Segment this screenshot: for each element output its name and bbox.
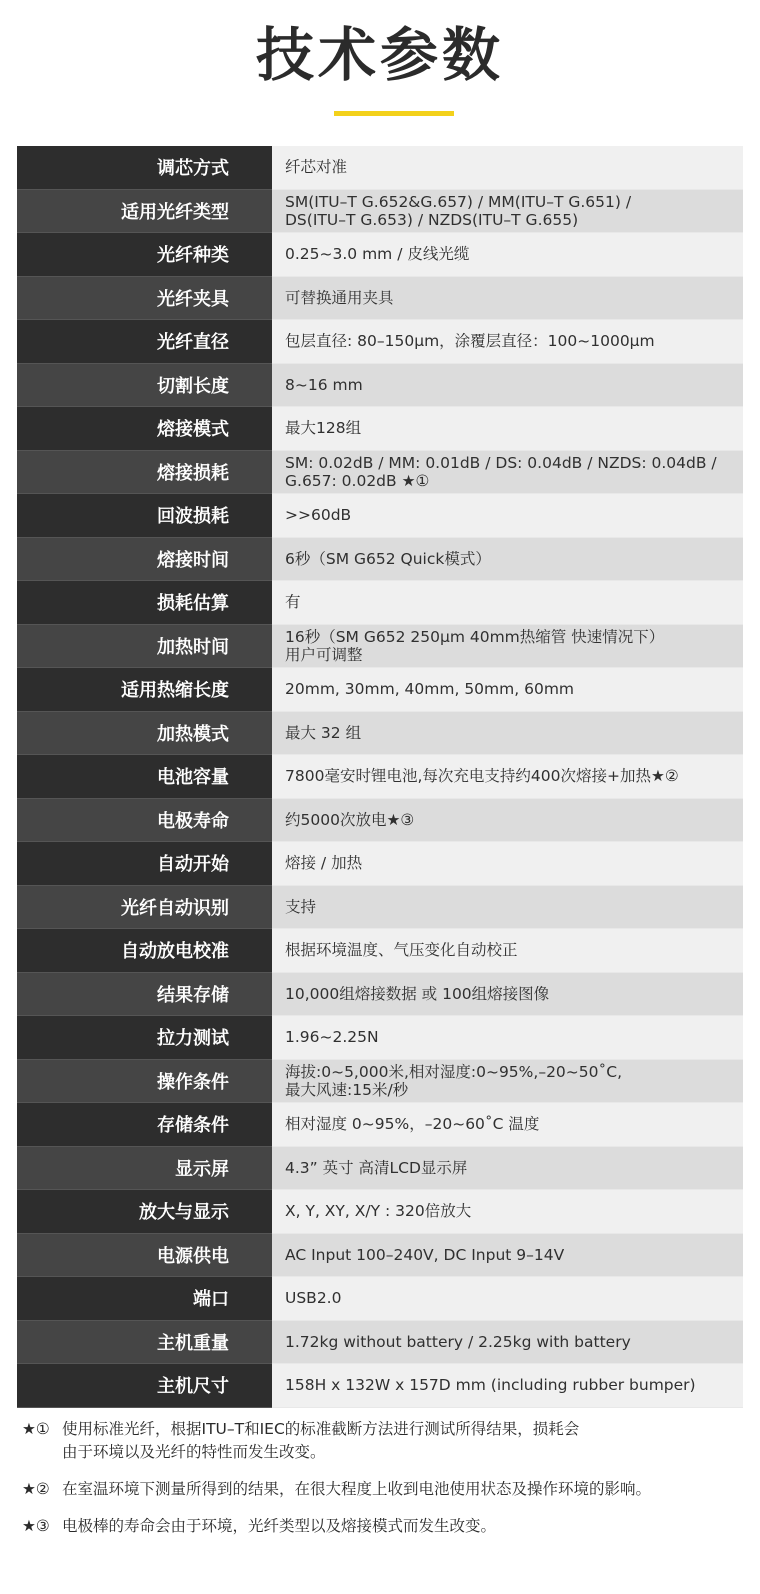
spec-row (17, 842, 743, 886)
footnote-text: 电极棒的寿命会由于环境，光纤类型以及熔接模式而发生改变。 (62, 1517, 497, 1535)
spec-row (17, 190, 743, 234)
spec-label: 回波损耗 (17, 494, 272, 538)
spec-value: 1.96~2.25N (272, 1016, 743, 1060)
spec-label: 光纤夹具 (17, 277, 272, 321)
spec-value: 相对湿度 0~95%，–20~60˚C 温度 (272, 1103, 743, 1147)
footnote-mark: ★② (22, 1480, 50, 1498)
spec-row (17, 407, 743, 451)
title-underline (334, 111, 454, 116)
spec-label: 光纤种类 (17, 233, 272, 277)
spec-value: 纤芯对准 (272, 146, 743, 190)
spec-row (17, 1234, 743, 1278)
spec-row (17, 1147, 743, 1191)
spec-label: 熔接时间 (17, 538, 272, 582)
spec-label: 电源供电 (17, 1234, 272, 1278)
footnote-mark: ★① (22, 1420, 50, 1438)
spec-label: 端口 (17, 1277, 272, 1321)
spec-label: 放大与显示 (17, 1190, 272, 1234)
spec-value: USB2.0 (272, 1277, 743, 1321)
spec-label: 适用热缩长度 (17, 668, 272, 712)
spec-label: 适用光纤类型 (17, 190, 272, 234)
spec-row (17, 1103, 743, 1147)
spec-label: 自动开始 (17, 842, 272, 886)
spec-row (17, 364, 743, 408)
spec-value: 最大128组 (272, 407, 743, 451)
spec-label: 自动放电校准 (17, 929, 272, 973)
spec-row (17, 320, 743, 364)
spec-value: AC Input 100–240V, DC Input 9–14V (272, 1234, 743, 1278)
spec-value: 10,000组熔接数据 或 100组熔接图像 (272, 973, 743, 1017)
footnote (22, 1478, 742, 1501)
spec-value: 16秒（SM G652 250μm 40mm热缩管 快速情况下） 用户可调整 (272, 625, 743, 669)
spec-row (17, 973, 743, 1017)
spec-value: 6秒（SM G652 Quick模式） (272, 538, 743, 582)
footnote-text: 在室温环境下测量所得到的结果，在很大程度上收到电池使用状态及操作环境的影响。 (62, 1480, 652, 1498)
spec-row (17, 625, 743, 669)
spec-value: 包层直径: 80–150μm，涂覆层直径：100~1000μm (272, 320, 743, 364)
spec-row (17, 146, 743, 190)
spec-row (17, 1190, 743, 1234)
spec-value: 20mm, 30mm, 40mm, 50mm, 60mm (272, 668, 743, 712)
spec-row (17, 755, 743, 799)
spec-label: 主机重量 (17, 1321, 272, 1365)
spec-label: 存储条件 (17, 1103, 272, 1147)
spec-value: 8~16 mm (272, 364, 743, 408)
spec-label: 拉力测试 (17, 1016, 272, 1060)
spec-label: 加热时间 (17, 625, 272, 669)
spec-label: 熔接模式 (17, 407, 272, 451)
spec-label: 电极寿命 (17, 799, 272, 843)
spec-row (17, 494, 743, 538)
spec-label: 电池容量 (17, 755, 272, 799)
spec-label: 光纤直径 (17, 320, 272, 364)
spec-value: 1.72kg without battery / 2.25kg with battery (272, 1321, 743, 1365)
spec-label: 显示屏 (17, 1147, 272, 1191)
spec-row (17, 1364, 743, 1408)
spec-row (17, 1277, 743, 1321)
spec-value: 根据环境温度、气压变化自动校正 (272, 929, 743, 973)
spec-value: 158H x 132W x 157D mm (including rubber bumper) (272, 1364, 743, 1408)
spec-row (17, 1060, 743, 1104)
spec-value: SM(ITU–T G.652&G.657) / MM(ITU–T G.651) / DS(ITU–T G.653) / NZDS(ITU–T G.655) (272, 190, 743, 234)
spec-value: >>60dB (272, 494, 743, 538)
footnote (22, 1418, 742, 1464)
spec-value: 有 (272, 581, 743, 625)
page-title: 技术参数 (255, 21, 504, 89)
spec-value: 海拔:0~5,000米,相对湿度:0~95%,–20~50˚C, 最大风速:15米/秒 (272, 1060, 743, 1104)
spec-label: 光纤自动识别 (17, 886, 272, 930)
spec-row (17, 1321, 743, 1365)
spec-label: 结果存储 (17, 973, 272, 1017)
spec-row (17, 886, 743, 930)
spec-value: 熔接 / 加热 (272, 842, 743, 886)
spec-value: 约5000次放电★③ (272, 799, 743, 843)
spec-row (17, 451, 743, 495)
spec-value: 4.3” 英寸 高清LCD显示屏 (272, 1147, 743, 1191)
spec-value: 最大 32 组 (272, 712, 743, 756)
spec-row (17, 538, 743, 582)
spec-value: 可替换通用夹具 (272, 277, 743, 321)
footnotes (22, 1418, 742, 1552)
spec-label: 切割长度 (17, 364, 272, 408)
spec-row (17, 1016, 743, 1060)
spec-label: 操作条件 (17, 1060, 272, 1104)
spec-value: SM: 0.02dB / MM: 0.01dB / DS: 0.04dB / NZDS: 0.04dB / G.657: 0.02dB ★① (272, 451, 743, 495)
footnote-mark: ★③ (22, 1517, 50, 1535)
footnote-text: 使用标准光纤，根据ITU–T和IEC的标准截断方法进行测试所得结果，损耗会 由于环境以及光纤的特性而发生改变。 (62, 1420, 580, 1461)
spec-row (17, 581, 743, 625)
spec-label: 损耗估算 (17, 581, 272, 625)
spec-value: 0.25~3.0 mm / 皮线光缆 (272, 233, 743, 277)
spec-label: 加热模式 (17, 712, 272, 756)
spec-row (17, 799, 743, 843)
spec-label: 熔接损耗 (17, 451, 272, 495)
spec-value: 7800毫安时锂电池,每次充电支持约400次熔接+加热★② (272, 755, 743, 799)
spec-row (17, 233, 743, 277)
spec-table (17, 146, 743, 1408)
spec-label: 主机尺寸 (17, 1364, 272, 1408)
footnote (22, 1515, 742, 1538)
spec-row (17, 929, 743, 973)
spec-row (17, 712, 743, 756)
spec-value: 支持 (272, 886, 743, 930)
spec-row (17, 668, 743, 712)
spec-label: 调芯方式 (17, 146, 272, 190)
spec-value: X, Y, XY, X/Y : 320倍放大 (272, 1190, 743, 1234)
spec-row (17, 277, 743, 321)
